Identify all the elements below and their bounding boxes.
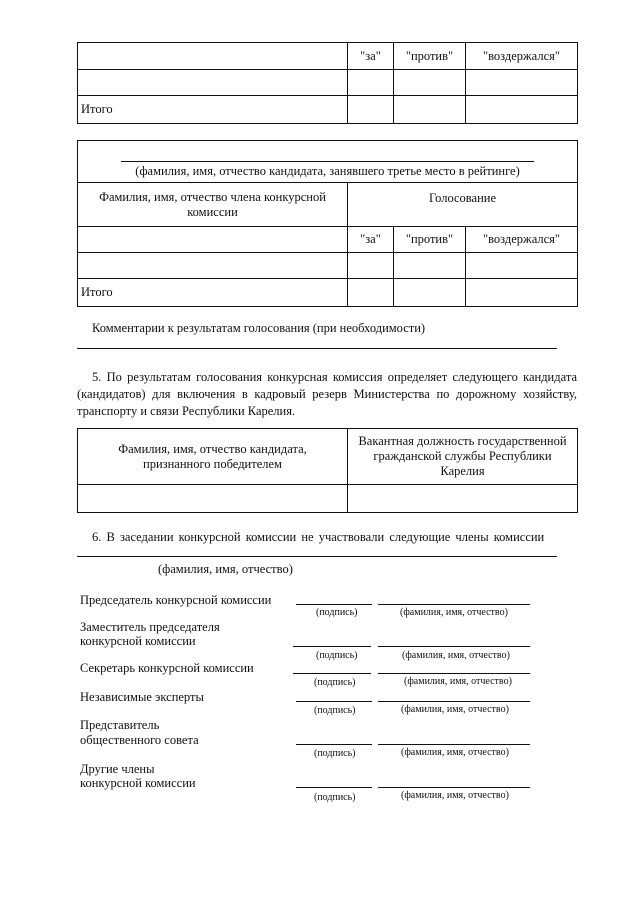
fio-line — [378, 604, 530, 605]
role-deputy-chairman-line2: конкурсной комиссии — [80, 634, 196, 648]
section6-text: 6. В заседании конкурсной комиссии не участвовали следующие члены комиссии — [92, 530, 545, 544]
vote-abstain-header: "воздержался" — [466, 227, 578, 253]
fio-line — [378, 744, 530, 745]
role-other-members-line2: конкурсной комиссии — [80, 776, 196, 790]
table-cell — [466, 279, 578, 307]
fio-caption: (фамилия, имя, отчество) — [402, 650, 510, 661]
signature-line — [296, 604, 372, 605]
signature-line — [293, 646, 371, 647]
table-cell — [348, 485, 578, 513]
role-secretary: Секретарь конкурсной комиссии — [80, 661, 254, 675]
role-public-council-line2: общественного совета — [80, 733, 199, 747]
comments-label: Комментарии к результатам голосования (при необходимости) — [92, 321, 426, 335]
table-cell — [466, 70, 578, 96]
fio-caption: (фамилия, имя, отчество) — [401, 790, 509, 801]
fio-caption: (фамилия, имя, отчество) — [400, 607, 508, 618]
total-label: Итого — [78, 279, 348, 307]
role-chairman: Председатель конкурсной комиссии — [80, 593, 272, 607]
winner-table — [77, 428, 578, 513]
voting-table-3rd-place — [77, 140, 578, 307]
absent-fio-caption: (фамилия, имя, отчество) — [158, 562, 293, 576]
table-cell — [78, 485, 348, 513]
table-cell — [466, 253, 578, 279]
table-cell — [78, 70, 348, 96]
candidate-name-cell — [78, 141, 578, 183]
signature-line — [296, 701, 372, 702]
signature-caption: (подпись) — [314, 792, 356, 803]
voting-table-2nd-place — [77, 42, 578, 124]
role-independent-experts: Независимые эксперты — [80, 690, 204, 704]
table-cell — [348, 70, 394, 96]
vote-for-header: "за" — [348, 227, 394, 253]
fio-line — [378, 701, 530, 702]
table-cell — [394, 253, 466, 279]
vacant-position-header: Вакантная должность государственной гражданской службы Республики Карелия — [348, 429, 578, 485]
vote-abstain-header: "воздержался" — [466, 43, 578, 70]
voting-header: Голосование — [348, 183, 578, 227]
fio-caption: (фамилия, имя, отчество) — [404, 676, 512, 687]
signature-line — [296, 744, 372, 745]
vote-against-header: "против" — [394, 43, 466, 70]
fio-caption: (фамилия, имя, отчество) — [401, 747, 509, 758]
table-cell — [394, 96, 466, 124]
section5-text: 5. По результатам голосования конкурсная комиссия определяет следующего кандидата (кандидатов) для включения в кадровый резерв Министерства по дорожному хозяйству, транспорту и связи Республики Карелия. — [77, 370, 577, 418]
winner-name-header: Фамилия, имя, отчество кандидата, признанного победителем — [78, 429, 348, 485]
role-deputy-chairman: Заместитель председателя — [80, 620, 220, 634]
signature-caption: (подпись) — [316, 607, 358, 618]
fio-caption: (фамилия, имя, отчество) — [401, 704, 509, 715]
fio-line — [378, 646, 530, 647]
role-public-council: Представитель — [80, 718, 160, 732]
role-other-members: Другие члены — [80, 762, 155, 776]
signature-caption: (подпись) — [316, 650, 358, 661]
signature-line — [293, 673, 371, 674]
comments-line — [77, 348, 557, 349]
signature-line — [296, 787, 372, 788]
table-cell — [348, 279, 394, 307]
fio-line — [378, 673, 530, 674]
table-cell — [348, 253, 394, 279]
table-cell — [78, 43, 348, 70]
table-cell — [78, 227, 348, 253]
signature-caption: (подпись) — [314, 748, 356, 759]
table-cell — [348, 96, 394, 124]
table-cell — [394, 279, 466, 307]
vote-for-header: "за" — [348, 43, 394, 70]
table-cell — [466, 96, 578, 124]
candidate-caption: (фамилия, имя, отчество кандидата, занявшего третье место в рейтинге) — [135, 164, 520, 178]
member-header: Фамилия, имя, отчество члена конкурсной комиссии — [78, 183, 348, 227]
vote-against-header: "против" — [394, 227, 466, 253]
table-cell — [394, 70, 466, 96]
fio-line — [378, 787, 530, 788]
signature-caption: (подпись) — [314, 677, 356, 688]
absent-members-line — [77, 556, 557, 557]
candidate-name-line — [121, 161, 534, 162]
total-label: Итого — [78, 96, 348, 124]
signature-caption: (подпись) — [314, 705, 356, 716]
table-cell — [78, 253, 348, 279]
